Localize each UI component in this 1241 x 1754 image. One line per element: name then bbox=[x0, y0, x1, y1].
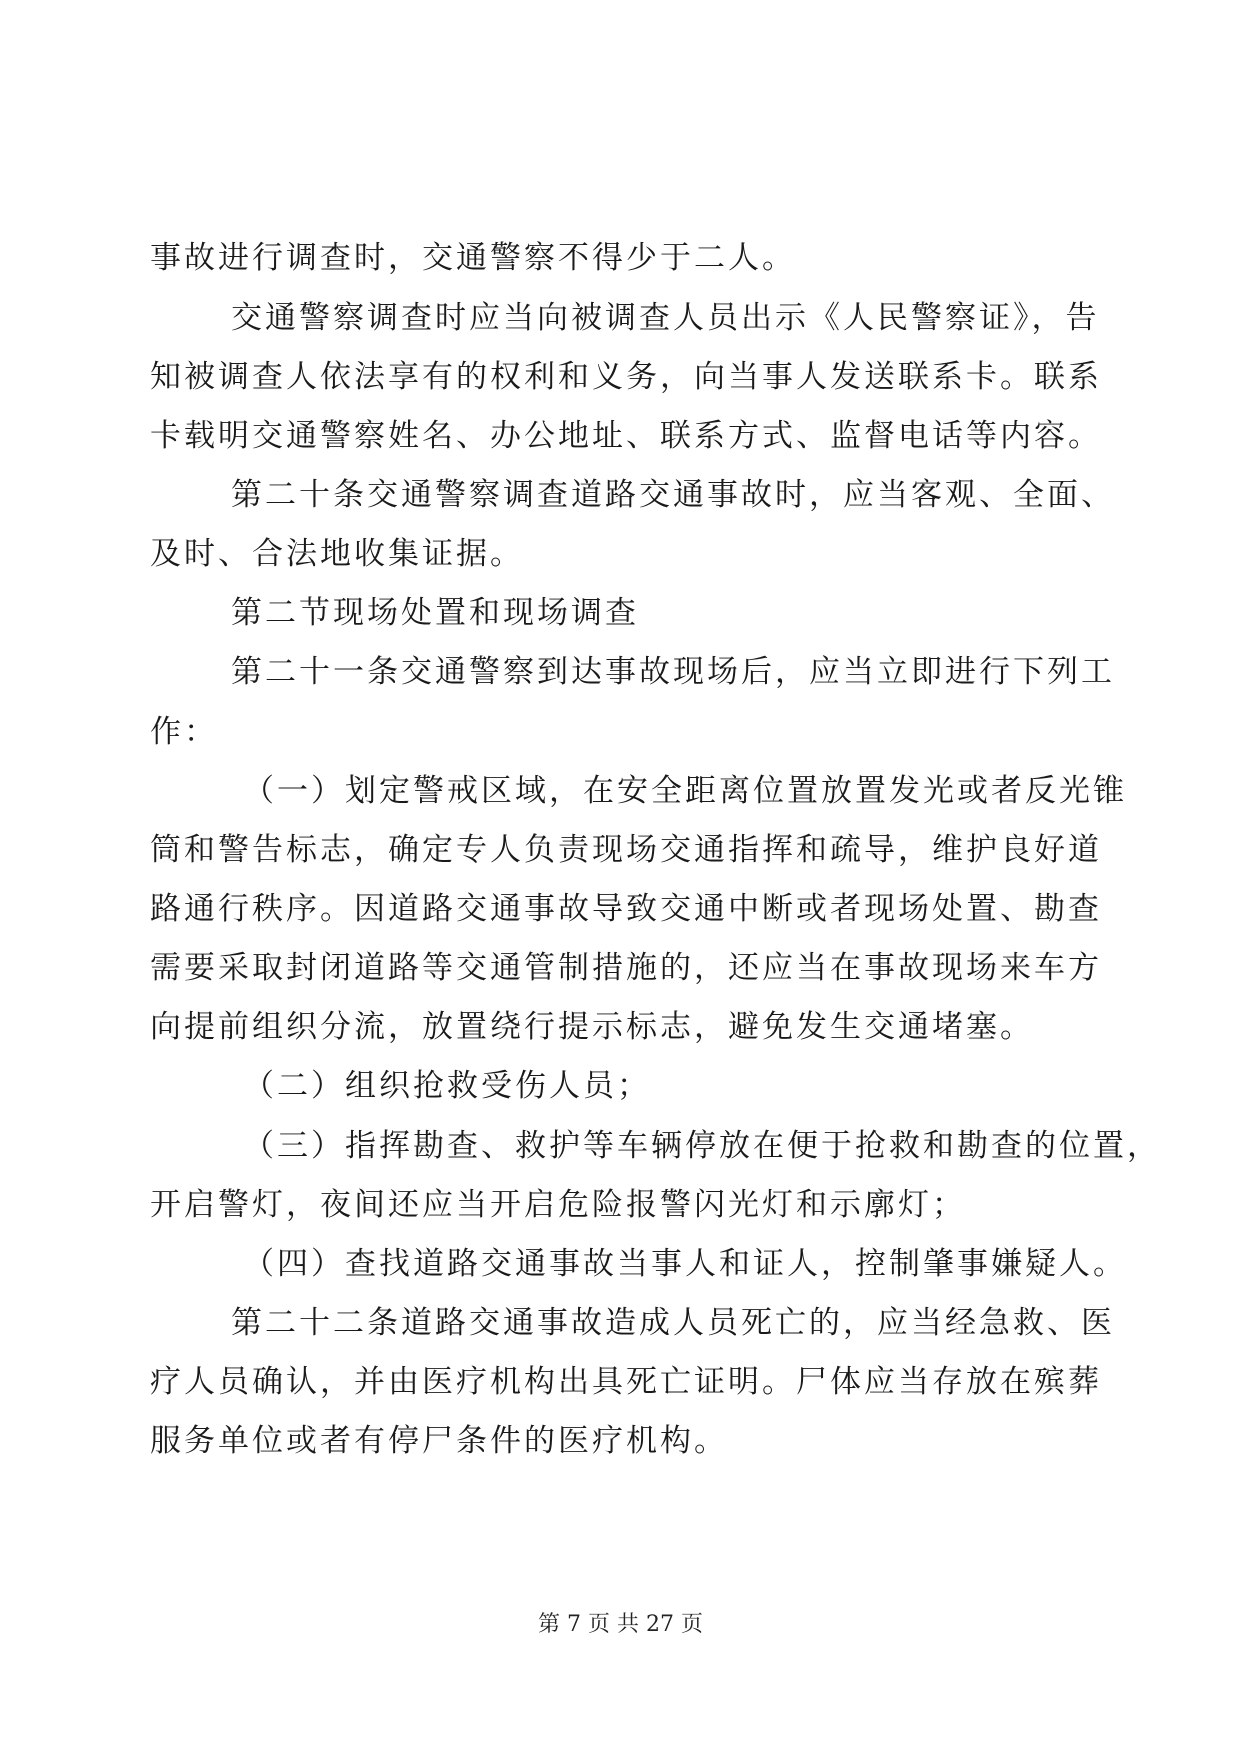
body-line: 路通行秩序。因道路交通事故导致交通中断或者现场处置、勘查 bbox=[150, 891, 1102, 927]
body-line: 知被调查人依法享有的权利和义务，向当事人发送联系卡。联系 bbox=[150, 359, 1102, 395]
body-line: 疗人员确认，并由医疗机构出具死亡证明。尸体应当存放在殡葬 bbox=[150, 1364, 1102, 1400]
body-line: 作： bbox=[150, 714, 218, 750]
page-number-footer: 第 7 页 共 27 页 bbox=[538, 1612, 703, 1637]
body-line: 卡载明交通警察姓名、办公地址、联系方式、监督电话等内容。 bbox=[150, 418, 1102, 454]
body-line: 向提前组织分流，放置绕行提示标志，避免发生交通堵塞。 bbox=[150, 1009, 1034, 1045]
body-line: 需要采取封闭道路等交通管制措施的，还应当在事故现场来车方 bbox=[150, 950, 1102, 986]
section-heading: 第二节现场处置和现场调查 bbox=[231, 595, 639, 631]
body-line: 第二十二条道路交通事故造成人员死亡的，应当经急救、医 bbox=[231, 1305, 1115, 1341]
body-line: 开启警灯，夜间还应当开启危险报警闪光灯和示廓灯； bbox=[150, 1187, 966, 1223]
list-item-line: （三）指挥勘查、救护等车辆停放在便于抢救和勘查的位置， bbox=[243, 1128, 1161, 1164]
body-line: 第二十一条交通警察到达事故现场后，应当立即进行下列工 bbox=[231, 654, 1115, 690]
list-item-line: （四）查找道路交通事故当事人和证人，控制肇事嫌疑人。 bbox=[243, 1246, 1127, 1282]
body-line: 事故进行调查时，交通警察不得少于二人。 bbox=[150, 240, 796, 276]
body-line: 筒和警告标志，确定专人负责现场交通指挥和疏导，维护良好道 bbox=[150, 832, 1102, 868]
list-item-line: （二）组织抢救受伤人员； bbox=[243, 1068, 651, 1104]
body-line: 及时、合法地收集证据。 bbox=[150, 536, 524, 572]
body-line: 交通警察调查时应当向被调查人员出示《人民警察证》，告 bbox=[231, 300, 1100, 336]
list-item-line: （一）划定警戒区域，在安全距离位置放置发光或者反光锥 bbox=[243, 773, 1127, 809]
body-line: 第二十条交通警察调查道路交通事故时，应当客观、全面、 bbox=[231, 477, 1115, 513]
body-line: 服务单位或者有停尸条件的医疗机构。 bbox=[150, 1423, 728, 1459]
